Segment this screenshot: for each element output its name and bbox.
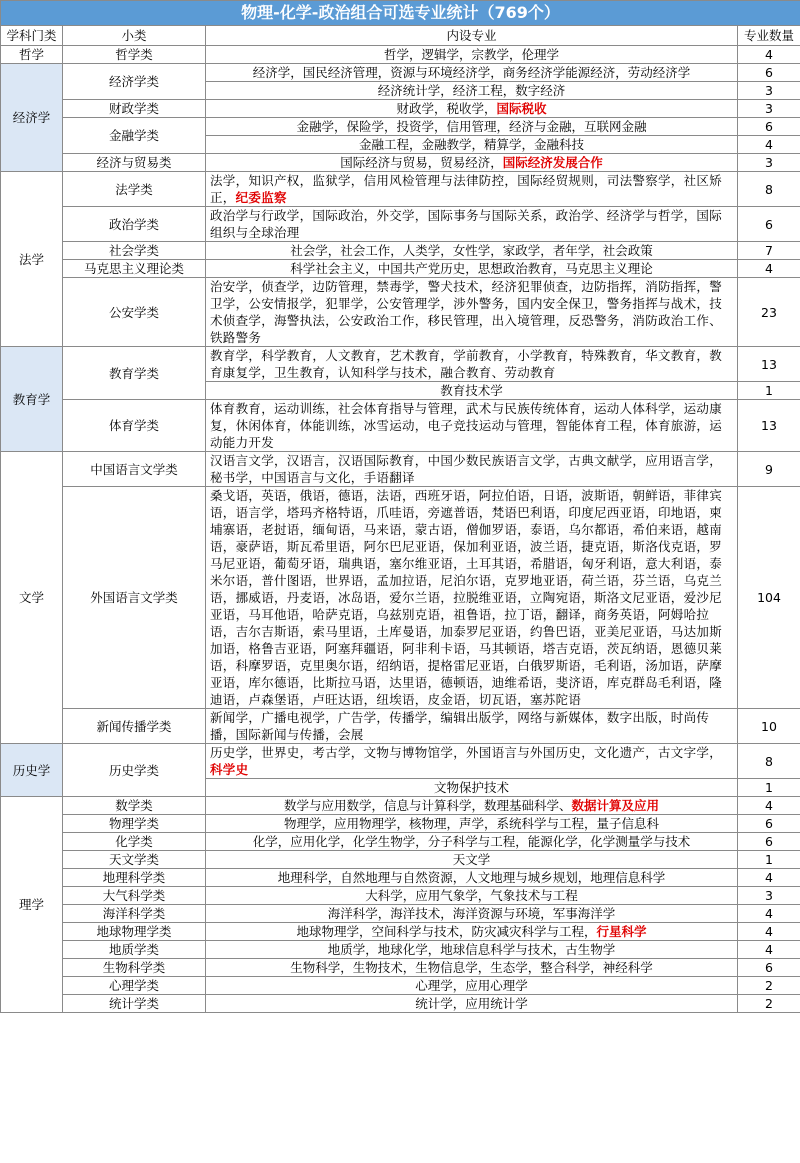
header-discipline: 学科门类 [1,26,63,46]
count-cell: 7 [738,242,800,260]
majors-text: 金融工程，金融教学，精算学，金融科技 [358,137,584,152]
majors-cell [206,278,738,347]
table-body [1,46,800,1013]
count-cell: 3 [738,100,800,118]
discipline-cell: 教育学 [1,347,63,452]
subcategory-cell: 中国语言文学类 [63,452,206,487]
count-cell: 4 [738,869,800,887]
subcategory-cell: 新闻传播学类 [63,709,206,744]
table-row [1,452,800,487]
count-cell: 6 [738,833,800,851]
discipline-cell: 文学 [1,452,63,744]
table-row [1,278,800,347]
majors-cell [206,154,738,172]
subcategory-cell: 马克思主义理论类 [63,260,206,278]
majors-cell [206,487,738,709]
subcategory-cell: 金融学类 [63,118,206,154]
table-row [1,64,800,82]
table-row [1,744,800,779]
subcategory-cell: 体育学类 [63,400,206,452]
subcategory-cell: 化学类 [63,833,206,851]
table-row [1,851,800,869]
table-row [1,887,800,905]
subcategory-cell: 地球物理学类 [63,923,206,941]
majors-text: 海洋科学，海洋技术，海洋资源与环境，军事海洋学 [327,906,616,921]
majors-text: 国际经济与贸易，贸易经济， [340,155,503,170]
table-row [1,118,800,136]
majors-cell [206,452,738,487]
new-major-highlight: 科学史 [210,762,249,777]
subcategory-cell: 经济学类 [63,64,206,100]
majors-cell [206,779,738,797]
table-row [1,400,800,452]
new-major-highlight: 国际税收 [496,101,547,116]
table-row [1,487,800,709]
discipline-cell: 法学 [1,172,63,347]
subcategory-cell: 地理科学类 [63,869,206,887]
majors-text: 科学社会主义，中国共产党历史，思想政治教育，马克思主义理论 [290,261,653,276]
majors-cell [206,977,738,995]
majors-text: 桑戈语，英语，俄语，德语，法语，西班牙语，阿拉伯语，日语，波斯语，朝鲜语，菲律宾语，语言学，塔玛齐格特语，爪哇语，旁遮普语，梵语巴利语，印度尼西亚语，印地语，柬埔寨语，老挝语，缅甸语，马来语，蒙古语，僧伽罗语，泰语，乌尔都语，希伯来语，越南语，豪萨语，斯瓦希里语，阿尔巴尼亚语，保加利亚语，波兰语，捷克语，斯洛伐克语，罗马尼亚语，葡萄牙语，瑞典语，塞尔维亚语，土耳其语，希腊语，匈牙利语，意大利语，泰米尔语，普什图语，世界语，孟加拉语，尼泊尔语，克罗地亚语，荷兰语，芬兰语，乌克兰语，挪威语，丹麦语，冰岛语，爱尔兰语，拉脱维亚语，立陶宛语，斯洛文尼亚语，爱沙尼亚语，马耳他语，哈萨克语，乌兹别克语，祖鲁语，拉丁语，翻译，商务英语，阿姆哈拉语，吉尔吉斯语，索马里语，土库曼语，加泰罗尼亚语，约鲁巴语，亚美尼亚语，马达加斯加语，格鲁吉亚语，阿塞拜疆语，阿非利卡语，马其顿语，塔吉克语，茨瓦纳语，恩德贝莱语，科摩罗语，克里奥尔语，绍纳语，提格雷尼亚语，白俄罗斯语，毛利语，汤加语，萨摩亚语，库尔德语，比斯拉马语，达里语，德顿语，迪维希语，斐济语，库克群岛毛利语，隆迪语，卢森堡语，卢旺达语，纽埃语，皮金语，切瓦语，塞苏陀语 [210,488,723,707]
majors-text: 法学，知识产权，监狱学，信用风检管理与法律防控，国际经贸规则，司法警察学，社区矫正， [210,173,723,205]
majors-text: 治安学，侦查学，边防管理，禁毒学，警犬技术，经济犯罪侦查，边防指挥，消防指挥，警卫学，公安情报学，犯罪学，公安管理学，涉外警务，国内安全保卫，警务指挥与战术，技术侦查学，海警执法，公安政治工作，移民管理，出入境管理，反恐警务，消防政治工作、铁路警务 [210,279,723,345]
subcategory-cell: 外国语言文学类 [63,487,206,709]
count-cell: 4 [738,797,800,815]
header-subcategory: 小类 [63,26,206,46]
majors-cell [206,260,738,278]
discipline-cell: 历史学 [1,744,63,797]
majors-cell [206,815,738,833]
majors-text: 物理学，应用物理学，核物理，声学，系统科学与工程，量子信息科 [283,816,659,831]
majors-text: 心理学，应用心理学 [415,978,528,993]
majors-text: 数学与应用数学，信息与计算科学，数理基础科学、 [283,798,572,813]
count-cell: 104 [738,487,800,709]
majors-text: 地球物理学，空间科学与技术，防灾减灾科学与工程， [296,924,597,939]
majors-text: 金融学，保险学，投资学，信用管理，经济与金融，互联网金融 [296,119,647,134]
count-cell: 4 [738,923,800,941]
majors-text: 地理科学，自然地理与自然资源，人文地理与城乡规划，地理信息科学 [277,870,666,885]
majors-text: 教育学，科学教育，人文教育，艺术教育，学前教育，小学教育，特殊教育，华文教育，教育康复学，卫生教育，认知科学与技术，融合教育、劳动教育 [210,348,723,380]
majors-cell [206,959,738,977]
table-row [1,709,800,744]
majors-text: 化学，应用化学，化学生物学，分子科学与工程，能源化学，化学测量学与技术 [252,834,691,849]
count-cell: 6 [738,118,800,136]
count-cell: 8 [738,744,800,779]
majors-text: 汉语言文学，汉语言，汉语国际教育，中国少数民族语言文学，古典文献学，应用语言学，秘书学，中国语言与文化，手语翻译 [210,453,723,485]
new-major-highlight: 行星科学 [596,924,647,939]
majors-text: 经济统计学，经济工程，数字经济 [377,83,566,98]
new-major-highlight: 国际经济发展合作 [502,155,603,170]
table-row [1,154,800,172]
majors-text: 哲学，逻辑学，宗教学，伦理学 [383,47,559,62]
table-row [1,46,800,64]
table-row [1,923,800,941]
count-cell: 13 [738,400,800,452]
majors-text: 历史学，世界史，考古学，文物与博物馆学，外国语言与外国历史，文化遗产，古文字学， [210,745,723,760]
majors-cell [206,82,738,100]
subcategory-cell: 历史学类 [63,744,206,797]
count-cell: 6 [738,959,800,977]
count-cell: 6 [738,815,800,833]
majors-cell [206,136,738,154]
majors-cell [206,207,738,242]
subcategory-cell: 经济与贸易类 [63,154,206,172]
subcategory-cell: 地质学类 [63,941,206,959]
count-cell: 1 [738,382,800,400]
count-cell: 9 [738,452,800,487]
majors-cell [206,347,738,382]
subcategory-cell: 法学类 [63,172,206,207]
subcategory-cell: 大气科学类 [63,887,206,905]
header-count: 专业数量 [738,26,800,46]
majors-text: 教育技术学 [440,383,503,398]
subcategory-cell: 生物科学类 [63,959,206,977]
majors-text: 新闻学，广播电视学，广告学，传播学，编辑出版学，网络与新媒体，数字出版，时尚传播，国际新闻与传播，会展 [210,710,710,742]
majors-text: 经济学，国民经济管理，资源与环境经济学，商务经济学能源经济，劳动经济学 [252,65,691,80]
subcategory-cell: 海洋科学类 [63,905,206,923]
majors-cell [206,382,738,400]
subcategory-cell: 数学类 [63,797,206,815]
table-row [1,977,800,995]
majors-cell [206,851,738,869]
count-cell: 2 [738,977,800,995]
table-row [1,959,800,977]
majors-cell [206,923,738,941]
subcategory-cell: 天文学类 [63,851,206,869]
subcategory-cell: 哲学类 [63,46,206,64]
count-cell: 1 [738,851,800,869]
subcategory-cell: 统计学类 [63,995,206,1013]
table-row [1,172,800,207]
majors-text: 统计学，应用统计学 [415,996,528,1011]
majors-cell [206,46,738,64]
count-cell: 3 [738,887,800,905]
count-cell: 6 [738,207,800,242]
count-cell: 3 [738,154,800,172]
majors-cell [206,709,738,744]
majors-text: 生物科学，生物技术，生物信息学，生态学，整合科学，神经科学 [290,960,653,975]
discipline-cell: 理学 [1,797,63,1013]
table-row [1,869,800,887]
new-major-highlight: 数据计算及应用 [571,798,660,813]
subcategory-cell: 政治学类 [63,207,206,242]
majors-text: 财政学，税收学， [396,101,497,116]
majors-cell [206,887,738,905]
subcategory-cell: 财政学类 [63,100,206,118]
count-cell: 3 [738,82,800,100]
count-cell: 4 [738,905,800,923]
count-cell: 2 [738,995,800,1013]
table-row [1,905,800,923]
table-row [1,207,800,242]
table-row [1,242,800,260]
majors-cell [206,797,738,815]
majors-cell [206,905,738,923]
table-row [1,815,800,833]
majors-text: 天文学 [452,852,491,867]
majors-text: 大科学，应用气象学，气象技术与工程 [365,888,578,903]
majors-text: 体育教育，运动训练，社会体育指导与管理，武术与民族传统体育，运动人体科学，运动康复，休闲体育，体能训练，冰雪运动，电子竞技运动与管理，智能体育工程，体育旅游，运动能力开发 [210,401,723,450]
subcategory-cell: 心理学类 [63,977,206,995]
discipline-cell: 经济学 [1,64,63,172]
majors-text: 社会学，社会工作，人类学，女性学，家政学，者年学，社会政策 [290,243,653,258]
table-row [1,100,800,118]
table-title: 物理-化学-政治组合可选专业统计（769个） [1,1,800,26]
majors-cell [206,118,738,136]
majors-cell [206,172,738,207]
majors-cell [206,941,738,959]
table-row [1,833,800,851]
majors-text: 地质学，地球化学，地球信息科学与技术，古生物学 [327,942,616,957]
count-cell: 4 [738,46,800,64]
majors-text: 政治学与行政学，国际政治，外交学，国际事务与国际关系，政治学、经济学与哲学，国际组织与全球治理 [210,208,723,240]
subcategory-cell: 社会学类 [63,242,206,260]
count-cell: 6 [738,64,800,82]
subcategory-cell: 教育学类 [63,347,206,400]
count-cell: 13 [738,347,800,382]
table-row [1,347,800,382]
majors-cell [206,64,738,82]
majors-cell [206,744,738,779]
count-cell: 23 [738,278,800,347]
majors-cell [206,869,738,887]
majors-text: 文物保护技术 [433,780,509,795]
count-cell: 1 [738,779,800,797]
count-cell: 4 [738,260,800,278]
count-cell: 8 [738,172,800,207]
majors-cell [206,400,738,452]
subcategory-cell: 物理学类 [63,815,206,833]
discipline-cell: 哲学 [1,46,63,64]
subcategory-cell: 公安学类 [63,278,206,347]
table-row [1,995,800,1013]
majors-cell [206,833,738,851]
count-cell: 4 [738,136,800,154]
count-cell: 10 [738,709,800,744]
majors-cell [206,100,738,118]
header-majors: 内设专业 [206,26,738,46]
table-row [1,260,800,278]
table-row [1,941,800,959]
new-major-highlight: 纪委监察 [235,190,287,205]
majors-cell [206,242,738,260]
table-row [1,797,800,815]
count-cell: 4 [738,941,800,959]
majors-cell [206,995,738,1013]
